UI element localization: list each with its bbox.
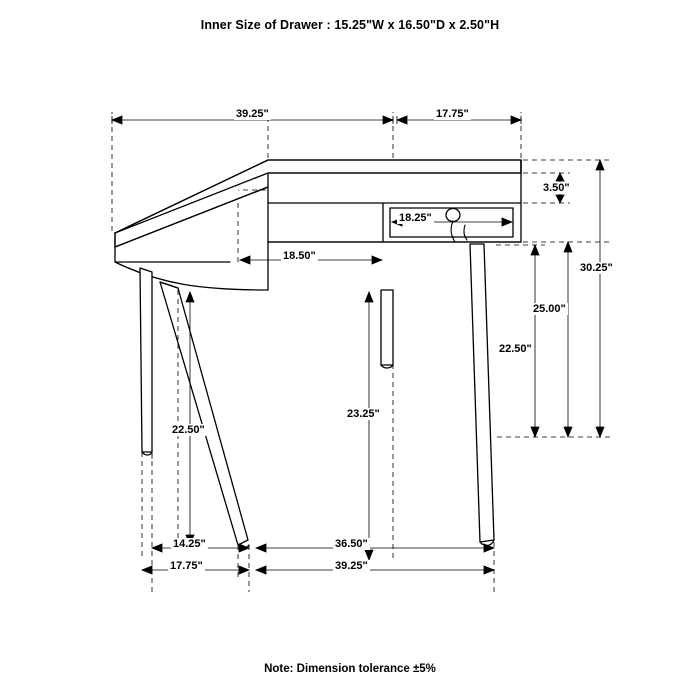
dim-label-top-width-right: 17.75" [436, 108, 469, 120]
dim-label-bottom-span-36-50: 36.50" [335, 538, 368, 550]
dim-label-depth-17-75: 17.75" [170, 560, 203, 572]
dim-label-top-width-left: 39.25" [236, 108, 269, 120]
tolerance-note: Note: Dimension tolerance ±5% [264, 663, 436, 675]
dim-label-height-23-25: 23.25" [347, 408, 380, 420]
page-title: Inner Size of Drawer : 15.25"W x 16.50"D x 2.50"H [200, 18, 500, 32]
dim-label-height-22-50-left: 22.50" [172, 424, 205, 436]
dim-label-height-25: 25.00" [533, 303, 566, 315]
desk-outline [115, 160, 521, 548]
dim-label-bottom-span-39-25: 39.25" [335, 560, 368, 572]
dim-label-drawer-height: 3.50" [543, 182, 570, 194]
dim-label-depth-14-25: 14.25" [173, 538, 206, 550]
dim-label-height-22-50-right: 22.50" [499, 343, 532, 355]
dim-label-apron-width: 18.50" [283, 250, 316, 262]
dim-label-drawer-front-width: 18.25" [399, 212, 432, 224]
dim-label-total-height: 30.25" [580, 262, 613, 274]
